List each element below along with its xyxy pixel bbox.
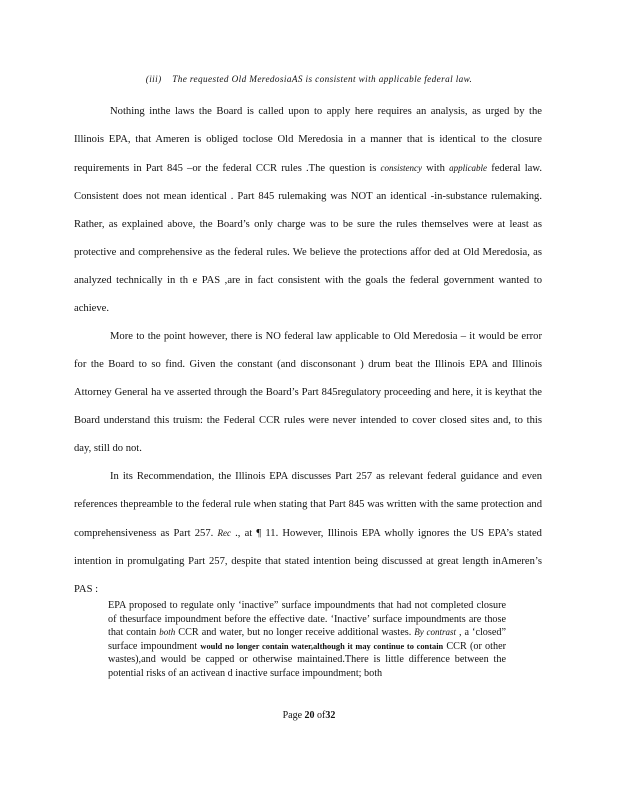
paragraph-3-text-a: In its Recommendation, the Illinois EPA discusses Part 257 as relevant federal guidance and even references thepreamble to the federal rule when stating that Part 845 was written with the same protection and comprehensiveness as Part 257. <box>74 471 542 539</box>
page-label: Page <box>282 710 303 721</box>
page-current: 20 <box>304 710 315 721</box>
paragraph-1 <box>74 98 542 323</box>
paragraph-3 <box>74 463 542 604</box>
section-heading <box>74 74 544 84</box>
paragraph-3-text-b: ., at ¶ 11. However, Illinois EPA wholly ignores the US EPA’s stated intention in promulgating Part 257, despite that stated intention being discussed at great length inAmeren’s PAS : <box>74 528 542 595</box>
paragraph-1-italic-b: applicable <box>449 163 488 173</box>
section-number: (iii) <box>145 74 162 84</box>
paragraph-2: More to the point however, there is NO federal law applicable to Old Meredosia – it would be error for the Board to so find. Given the constant (and disconsonant ) drum beat the Illinois EPA and Illinois Attorney General ha ve asserted through the Board’s Part 845regulatory proceeding and here, it is keythat the Board understand this truism: the Federal CCR rules were never intended to cover closed sites and, to this day, still do not. <box>74 331 542 454</box>
section-heading-text: The requested Old MeredosiaAS is consistent with applicable federal law. <box>172 74 473 84</box>
paragraph-1-text-b: with <box>421 163 450 174</box>
document-body <box>74 98 542 604</box>
paragraph-1-text-c: federal law. Consistent does not mean identical . Part 845 rulemaking was NOT an identical -in-substance rulemaking. Rather, as explained above, the Board’s only charge was to be sure the rules themselves were at least as protective and comprehensive as the federal rules. We believe the protections affor ded at Old Meredosia, as analyzed technically in th e PAS ,are in fact consistent with the goals the federal government wanted to achieve. <box>74 163 542 314</box>
quote-italic-b: By contrast <box>414 627 456 638</box>
quote-text-d: CCR (or other wastes),and would be capped or otherwise maintained.There is little difference between the potential risks of an activean d inactive surface impoundment; both <box>108 640 506 679</box>
quote-text-a: EPA proposed to regulate only ‘inactive” surface impoundments that had not completed closure of thesurface impoundment before the effective date. ‘Inactive’ surface impoundments are those that contain <box>108 600 506 639</box>
quote-condensed-text: would no longer contain water,although it may continue to contain <box>200 641 444 651</box>
page-of: of <box>317 710 326 721</box>
page-total: 32 <box>325 710 336 721</box>
paragraph-3-italic: Rec <box>217 528 231 538</box>
page-footer <box>0 710 618 721</box>
block-quote <box>108 599 506 681</box>
paragraph-1-text-a: Nothing inthe laws the Board is called upon to apply here requires an analysis, as urged by the Illinois EPA, that Ameren is obliged toclose Old Meredosia in a manner that is identical to the closure requirements in Part 845 –or the federal CCR rules .The question is <box>74 106 542 174</box>
quote-text-b: CCR and water, but no longer receive additional wastes. <box>175 627 415 639</box>
quote-italic-a: both <box>159 627 176 638</box>
quote-text-c: , a ‘closed” surface impoundment <box>108 627 506 652</box>
paragraph-1-italic-a: consistency <box>380 163 422 173</box>
